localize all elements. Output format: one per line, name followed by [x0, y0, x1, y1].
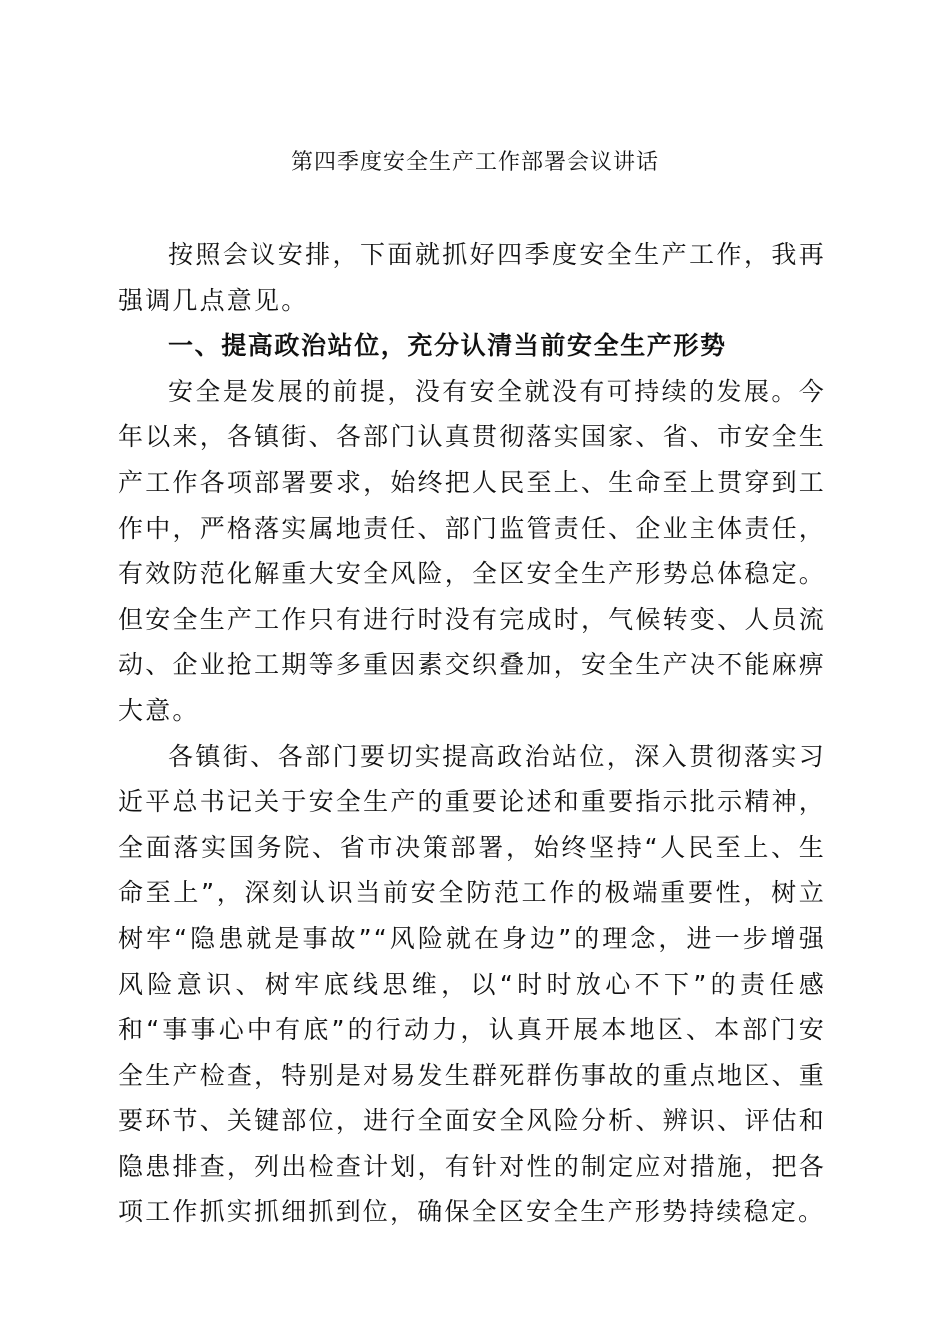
document-body: [118, 232, 826, 1235]
document-title: 第四季度安全生产工作部署会议讲话: [290, 150, 659, 175]
intro-paragraph: 按照会议安排，下面就抓好四季度安全生产工作，我再强调几点意见。: [118, 240, 826, 315]
section-heading: 一、提高政治站位，充分认清当前安全生产形势: [168, 331, 727, 361]
body-paragraph-1: 安全是发展的前提，没有安全就没有可持续的发展。今年以来，各镇街、各部门认真贯彻落实国家、省、市安全生产工作各项部署要求，始终把人民至上、生命至上贯穿到工作中，严格落实属地责任、部门监管责任、企业主体责任，有效防范化解重大安全风险，全区安全生产形势总体稳定。但安全生产工作只有进行时没有完成时，气候转变、人员流动、企业抢工期等多重因素交织叠加，安全生产决不能麻痹大意。: [118, 376, 826, 725]
body-paragraph-2: 各镇街、各部门要切实提高政治站位，深入贯彻落实习近平总书记关于安全生产的重要论述和重要指示批示精神，全面落实国务院、省市决策部署，始终坚持“人民至上、生命至上”，深刻认识当前安全防范工作的极端重要性，树立树牢“隐患就是事故”“风险就在身边”的理念，进一步增强风险意识、树牢底线思维，以“时时放心不下”的责任感和“事事心中有底”的行动力，认真开展本地区、本部门安全生产检查，特别是对易发生群死群伤事故的重点地区、重要环节、关键部位，进行全面安全风险分析、辨识、评估和隐患排查，列出检查计划，有针对性的制定应对措施，把各项工作抓实抓细抓到位，确保全区安全生产形势持续稳定。: [118, 741, 826, 1227]
